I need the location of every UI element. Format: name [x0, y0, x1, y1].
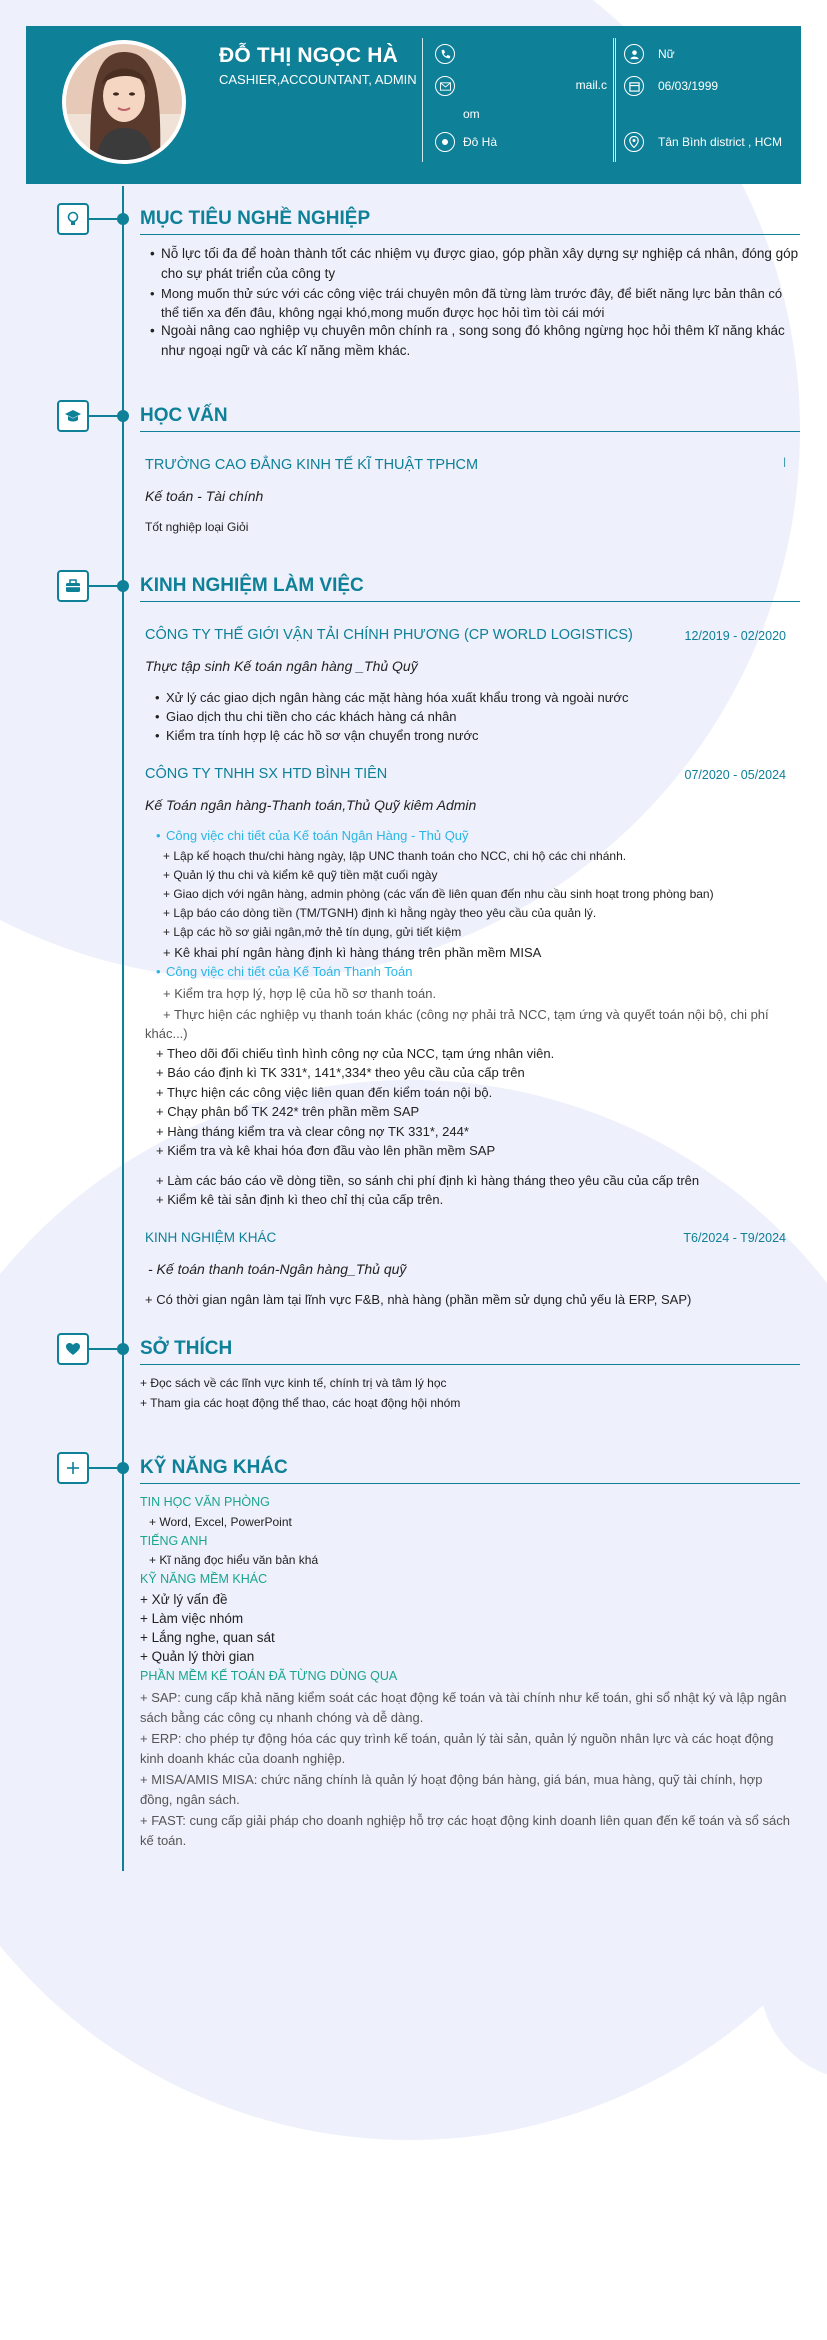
job-duty: + Quản lý thu chi và kiểm kê quỹ tiền mặt cuối ngày	[163, 868, 438, 882]
graduation-cap-icon	[57, 400, 89, 432]
city-text: Đô Hà	[463, 135, 498, 149]
software-item: + SAP: cung cấp khả năng kiểm soát các hoạt động kế toán và tài chính như kế toán, ghi sổ nhật ký và lập ngân sách bằng các công cụ nhanh chóng và dễ dàng.	[140, 1690, 787, 1725]
job-duty: + Kiểm tra và kê khai hóa đơn đầu vào lên phần mềm SAP	[156, 1143, 496, 1158]
gender-text: Nữ	[658, 47, 675, 61]
timeline-connector	[89, 415, 119, 417]
skill-label: KỸ NĂNG MỀM KHÁC	[140, 1572, 268, 1586]
map-pin-icon	[624, 132, 644, 152]
profile-photo	[66, 44, 182, 160]
timeline-dot	[117, 1343, 129, 1355]
software-item: + MISA/AMIS MISA: chức năng chính là quản lý hoạt động bán hàng, giá bán, mua hàng, quỹ tài chính, hợp đồng, ngân sách.	[140, 1772, 763, 1807]
objective-item: • Mong muốn thử sức với các công việc trái chuyên môn đã từng làm trước đây, để biết năng lực bản thân có thể tiến xa đến đâu, không ngại khó,mong muốn được học hỏi tìm tòi cái mới	[161, 284, 801, 322]
timeline-dot	[117, 580, 129, 592]
job-note: + Có thời gian ngân làm tại lĩnh vực F&B, nhà hàng (phần mềm sử dụng chủ yếu là ERP, SAP)	[145, 1292, 692, 1307]
email-text-part1[interactable]: mail.c	[575, 78, 607, 92]
skill-item: + Kĩ năng đọc hiểu văn bản khá	[149, 1553, 319, 1567]
skill-label: PHẦN MỀM KẾ TOÁN ĐÃ TỪNG DÙNG QUA	[140, 1669, 398, 1683]
duty-subheading: Công việc chi tiết của Kế toán Ngân Hàng - Thủ Quỹ	[166, 828, 469, 843]
resume-header	[26, 26, 801, 184]
timeline-connector	[89, 585, 119, 587]
skill-item: + Làm việc nhóm	[140, 1611, 244, 1626]
birthday-text: 06/03/1999	[658, 79, 719, 93]
section-divider	[140, 1364, 800, 1365]
job-duty: + Theo dõi đối chiếu tình hình công nợ của NCC, tạm ứng nhân viên.	[156, 1046, 555, 1061]
hobbies-heading: SỞ THÍCH	[140, 1338, 233, 1359]
location-pin-icon	[435, 132, 455, 152]
job-title: CASHIER,ACCOUNTANT, ADMIN	[219, 72, 417, 87]
job-role: - Kế toán thanh toán-Ngân hàng_Thủ quỹ	[148, 1261, 407, 1277]
education-note: Tốt nghiệp loại Giỏi	[145, 520, 249, 534]
hobby-item: + Đọc sách về các lĩnh vực kinh tế, chính trị và tâm lý học	[140, 1376, 447, 1390]
timeline-connector	[89, 218, 119, 220]
job-duty: + Lập kế hoạch thu/chi hàng ngày, lập UNC thanh toán cho NCC, chi hộ các chi nhánh.	[163, 849, 627, 863]
hobby-item: + Tham gia các hoạt động thể thao, các hoạt động hội nhóm	[140, 1396, 461, 1410]
lightbulb-icon	[57, 203, 89, 235]
timeline-line	[122, 186, 124, 1871]
skill-item: + Lắng nghe, quan sát	[140, 1630, 275, 1645]
experience-heading: KINH NGHIỆM LÀM VIỆC	[140, 575, 364, 596]
job-duty: khác...)	[145, 1026, 188, 1041]
job-duty: • Giao dịch thu chi tiền cho các khách hàng cá nhân	[166, 707, 457, 726]
software-item: + FAST: cung cấp giải pháp cho doanh nghiệp hỗ trợ các hoạt động kinh doanh liên quan đến kế toán và sổ sách kế toán.	[140, 1813, 790, 1848]
objective-item: • Ngoài nâng cao nghiệp vụ chuyên môn chính ra , song song đó không ngừng học hỏi thêm kĩ năng khác như ngoại ngữ và các kĩ năng mềm khác.	[161, 321, 801, 361]
job-date: 07/2020 - 05/2024	[684, 768, 786, 782]
job-duty: + Thực hiện các nghiệp vụ thanh toán khác (công nợ phải trả NCC, tạm ứng và quyết toán nội bộ, chi phí	[163, 1007, 769, 1022]
school-name: TRƯỜNG CAO ĐẲNG KINH TẾ KĨ THUẬT TPHCM	[145, 457, 479, 473]
skill-item: + Quản lý thời gian	[140, 1649, 255, 1664]
job-role: Kế Toán ngân hàng-Thanh toán,Thủ Quỹ kiêm Admin	[145, 797, 477, 813]
briefcase-icon	[57, 570, 89, 602]
section-divider	[140, 601, 800, 602]
job-duty: • Kiểm tra tính hợp lệ các hồ sơ vận chuyển trong nước	[166, 726, 479, 745]
duty-subheading: Công việc chi tiết của Kế Toán Thanh Toán	[166, 964, 413, 979]
full-name: ĐỖ THỊ NGỌC HÀ	[219, 44, 398, 67]
skill-item: + Word, Excel, PowerPoint	[149, 1515, 292, 1529]
job-duty: + Kiểm tra hợp lý, hợp lệ của hồ sơ thanh toán.	[163, 986, 437, 1001]
job-role: Thực tập sinh Kế toán ngân hàng _Thủ Quỹ	[145, 658, 418, 674]
timeline-dot	[117, 213, 129, 225]
timeline-connector	[89, 1348, 119, 1350]
calendar-icon	[624, 76, 644, 96]
education-date: |	[783, 457, 786, 468]
contact-column-left	[422, 38, 616, 162]
bullet-dot: •	[156, 964, 161, 979]
job-duty: + Báo cáo định kì TK 331*, 141*,334* theo yêu cầu của cấp trên	[156, 1065, 525, 1080]
phone-icon	[435, 44, 455, 64]
plus-icon	[57, 1452, 89, 1484]
section-divider	[140, 234, 800, 235]
section-divider	[140, 1483, 800, 1484]
job-duty: + Thực hiện các công việc liên quan đến kiểm toán nội bộ.	[156, 1085, 493, 1100]
job-duty: + Làm các báo cáo về dòng tiền, so sánh chi phí định kì hàng tháng theo yêu cầu của cấp trên	[156, 1173, 700, 1188]
job-duty: + Lập các hồ sơ giải ngân,mở thẻ tín dụng, gửi tiết kiệm	[163, 925, 462, 939]
timeline-dot	[117, 410, 129, 422]
email-text-part2[interactable]: om	[463, 107, 480, 121]
job-duty: + Chạy phân bổ TK 242* trên phần mềm SAP	[156, 1104, 420, 1119]
job-duty: + Lập báo cáo dòng tiền (TM/TGNH) định kì hằng ngày theo yêu cầu của quản lý.	[163, 906, 597, 920]
company-name: KINH NGHIỆM KHÁC	[145, 1230, 277, 1245]
skill-label: TIẾNG ANH	[140, 1534, 208, 1548]
user-icon	[624, 44, 644, 64]
contact-column-right	[613, 38, 793, 162]
job-duty: • Xử lý các giao dịch ngân hàng các mặt hàng hóa xuất khẩu trong và ngoài nước	[166, 688, 628, 707]
job-duty: + Hàng tháng kiểm tra và clear công nợ TK 331*, 244*	[156, 1124, 469, 1139]
company-name: CÔNG TY THẾ GIỚI VẬN TẢI CHÍNH PHƯƠNG (CP WORLD LOGISTICS)	[145, 627, 633, 643]
education-major: Kế toán - Tài chính	[145, 488, 264, 504]
objective-heading: MỤC TIÊU NGHỀ NGHIỆP	[140, 208, 371, 229]
job-duty: + Kiểm kê tài sản định kì theo chỉ thị của cấp trên.	[156, 1192, 444, 1207]
avatar	[62, 40, 186, 164]
heart-icon	[57, 1333, 89, 1365]
email-icon	[435, 76, 455, 96]
skills-heading: KỸ NĂNG KHÁC	[140, 1457, 288, 1478]
company-name: CÔNG TY TNHH SX HTD BÌNH TIÊN	[145, 766, 388, 782]
timeline-connector	[89, 1467, 119, 1469]
software-item: + ERP: cho phép tự động hóa các quy trình kế toán, quản lý tài sản, quản lý nguồn nhân lực và các hoạt động kinh doanh khác của doanh nghiệp.	[140, 1731, 774, 1766]
job-date: T6/2024 - T9/2024	[683, 1231, 786, 1245]
education-heading: HỌC VẤN	[140, 405, 228, 426]
job-duty: + Kê khai phí ngân hàng định kì hàng tháng trên phần mềm MISA	[163, 945, 542, 960]
address-text: Tân Bình district , HCM	[658, 135, 783, 149]
objective-item: • Nỗ lực tối đa để hoàn thành tốt các nhiệm vụ được giao, góp phần xây dựng sự nghiệp cá nhân, đóng góp cho sự phát triển của công ty	[161, 244, 801, 284]
timeline-dot	[117, 1462, 129, 1474]
job-duty: + Giao dịch với ngân hàng, admin phòng (các vấn đề liên quan đến nhu cầu sinh hoạt trong phòng ban)	[163, 887, 714, 901]
section-divider	[140, 431, 800, 432]
skill-item: + Xử lý vấn đề	[140, 1592, 228, 1607]
job-date: 12/2019 - 02/2020	[684, 629, 786, 643]
bullet-dot: •	[156, 828, 161, 843]
skill-label: TIN HỌC VĂN PHÒNG	[140, 1495, 270, 1509]
